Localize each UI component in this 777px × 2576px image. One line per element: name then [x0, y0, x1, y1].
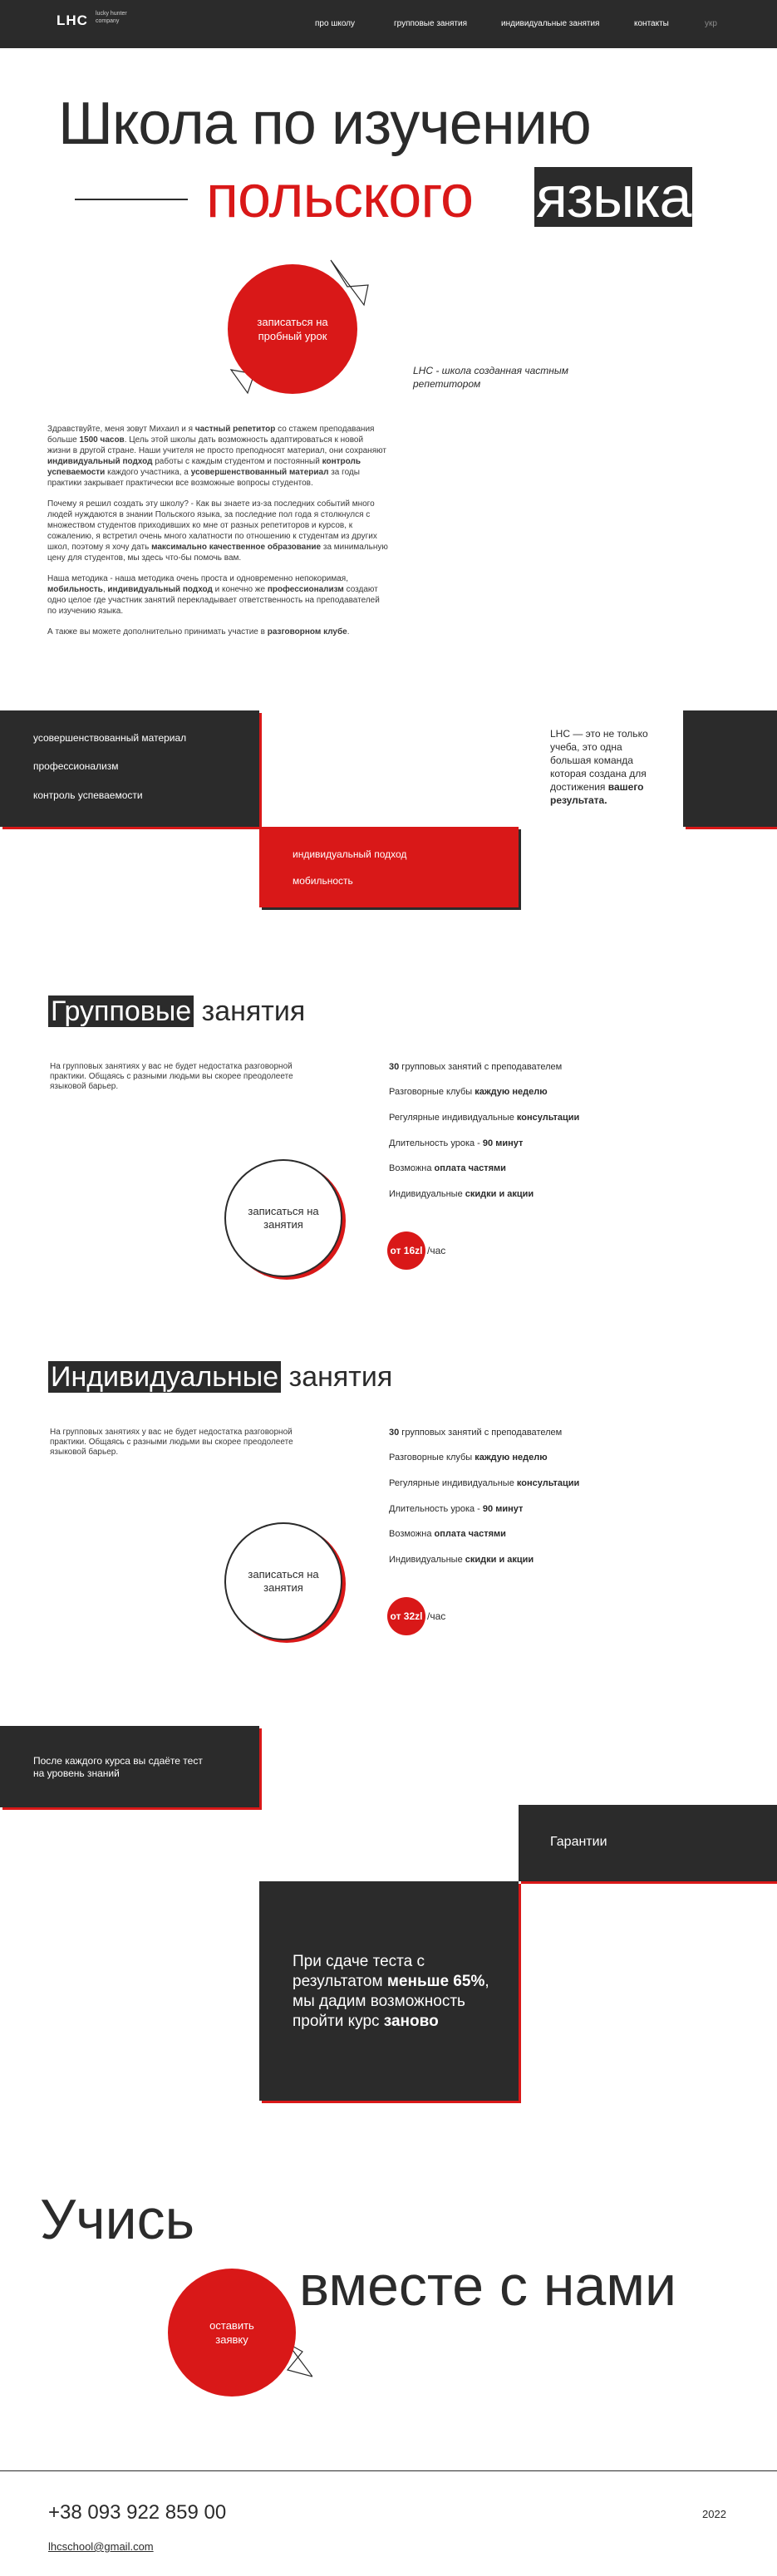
trial-lesson-button[interactable]: записаться на пробный урок	[228, 264, 357, 394]
intro-text	[47, 424, 388, 647]
cta-title-line1: Учись	[40, 2188, 195, 2251]
nav-group-lessons[interactable]: групповые занятия	[394, 19, 467, 28]
group-item-lessons: 30 групповых занятий с преподавателем	[389, 1062, 563, 1072]
group-item-duration: Длительность урока - 90 минут	[389, 1138, 524, 1148]
footer-phone[interactable]: +38 093 922 859 00	[48, 2501, 227, 2524]
group-description: На групповых занятиях у вас не будет недостатка разговорной практики. Общаясь с разными людьми вы скорее преодолеете языковой барьер.	[50, 1062, 293, 1091]
about-team-text: LHC — это не только учеба, это одна большая команда которая создана для достижения вашего результата.	[550, 728, 648, 806]
leave-request-button[interactable]: оставить заявку	[168, 2269, 296, 2397]
intro-paragraph-1: Здравствуйте, меня зовут Михаил и я частный репетитор со стажем преподавания больше 1500 часов. Цель этой школы дать возможность адаптироваться к новой жизни в другой стране. Наши учителя не просто преподносят материал, они сохраняют индивидуальный подход работы с каждым студентом и постоянный контроль успеваемости каждого участника, а усовершенствованный материал за годы практики закрывает практически все возможные вопросы студентов.	[47, 425, 386, 488]
individual-item-lessons: 30 групповых занятий с преподавателем	[389, 1428, 563, 1438]
hero-side-text: LHC - школа созданная частным репетитором	[413, 365, 568, 390]
intro-paragraph-4: А также вы можете дополнительно принимать участие в разговорном клубе.	[47, 627, 350, 637]
individual-price-unit: /час	[427, 1610, 446, 1622]
feature-progress-control: контроль успеваемости	[33, 789, 143, 801]
group-price-unit: /час	[427, 1245, 446, 1256]
guarantee-text-block	[259, 1881, 519, 2101]
feature-mobility: мобильность	[293, 875, 353, 887]
individual-price-badge: от 32zl	[387, 1597, 425, 1635]
footer-divider	[0, 2470, 777, 2471]
footer-year: 2022	[702, 2508, 726, 2520]
features-red-block	[259, 827, 519, 907]
nav-about[interactable]: про школу	[315, 19, 356, 28]
features-dark-block	[0, 710, 259, 827]
individual-item-clubs: Разговорные клубы каждую неделю	[389, 1453, 548, 1463]
individual-item-duration: Длительность урока - 90 минут	[389, 1504, 524, 1514]
individual-item-payment: Возможна оплата частями	[389, 1529, 506, 1539]
guarantee-label-block	[519, 1805, 777, 1881]
decor-dark-block	[683, 710, 777, 827]
hero-title-line1: Школа по изучению	[58, 91, 591, 157]
individual-item-discounts: Индивидуальные скидки и акции	[389, 1555, 534, 1565]
nav-contacts[interactable]: контакты	[634, 19, 669, 28]
group-item-discounts: Индивидуальные скидки и акции	[389, 1189, 534, 1199]
feature-material: усовершенствованный материал	[33, 732, 187, 744]
group-price-badge: от 16zl	[387, 1231, 425, 1270]
group-item-payment: Возможна оплата частями	[389, 1163, 506, 1173]
language-switch[interactable]: укр	[705, 19, 717, 28]
feature-individual-approach: индивидуальный подход	[293, 848, 407, 860]
group-section-title: Групповые занятия	[48, 995, 305, 1028]
hero-divider	[75, 199, 188, 200]
logo[interactable]: LHC	[57, 12, 88, 28]
individual-section-title: Индивидуальные занятия	[48, 1361, 392, 1394]
group-item-clubs: Разговорные клубы каждую неделю	[389, 1087, 548, 1097]
logo-subtitle: lucky hunter company	[96, 11, 127, 24]
group-signup-button[interactable]: записаться на занятия	[224, 1159, 342, 1277]
hero-title-red: польского	[206, 164, 474, 230]
intro-paragraph-2: Почему я решил создать эту школу? - Как вы знаете из-за последних событий много людей нуждаются в знании Польского языка, за последние пол года я столкнулся с множеством студентов приходивших ко мне от разных репетиторов и курсов, к сожалению, я встретил очень много халатности по отношению к студентам из других школ, поэтому я хочу дать максимально качественное образование за минимальную цену для студентов, мы здесь что-бы помочь вам.	[47, 499, 388, 563]
test-note-text: После каждого курса вы сдаёте тест на уровень знаний	[33, 1755, 203, 1779]
cta-title-line2: вместе с нами	[299, 2254, 677, 2318]
individual-description: На групповых занятиях у вас не будет недостатка разговорной практики. Общаясь с разными людьми вы скорее преодолеете языковой барьер.	[50, 1428, 293, 1457]
feature-professionalism: профессионализм	[33, 760, 119, 772]
individual-signup-button[interactable]: записаться на занятия	[224, 1522, 342, 1640]
test-note-block	[0, 1726, 259, 1807]
guarantee-text: При сдаче теста с результатом меньше 65%, мы дадим возможность пройти курс заново	[293, 1953, 489, 2030]
footer-email[interactable]: lhcschool@gmail.com	[48, 2540, 154, 2553]
hero-title-dark: языка	[536, 165, 691, 229]
intro-paragraph-3: Наша методика - наша методика очень проста и одновременно непокоримая, мобильность, индивидуальный подход и конечно же профессионализм создают одно целое где участник занятий перекладывает ответственность на преподавателей по изучению языка.	[47, 574, 380, 616]
individual-item-consultations: Регулярные индивидуальные консультации	[389, 1478, 580, 1488]
group-item-consultations: Регулярные индивидуальные консультации	[389, 1113, 580, 1123]
nav-individual-lessons[interactable]: индивидуальные занятия	[501, 19, 600, 28]
guarantee-label: Гарантии	[550, 1835, 607, 1849]
